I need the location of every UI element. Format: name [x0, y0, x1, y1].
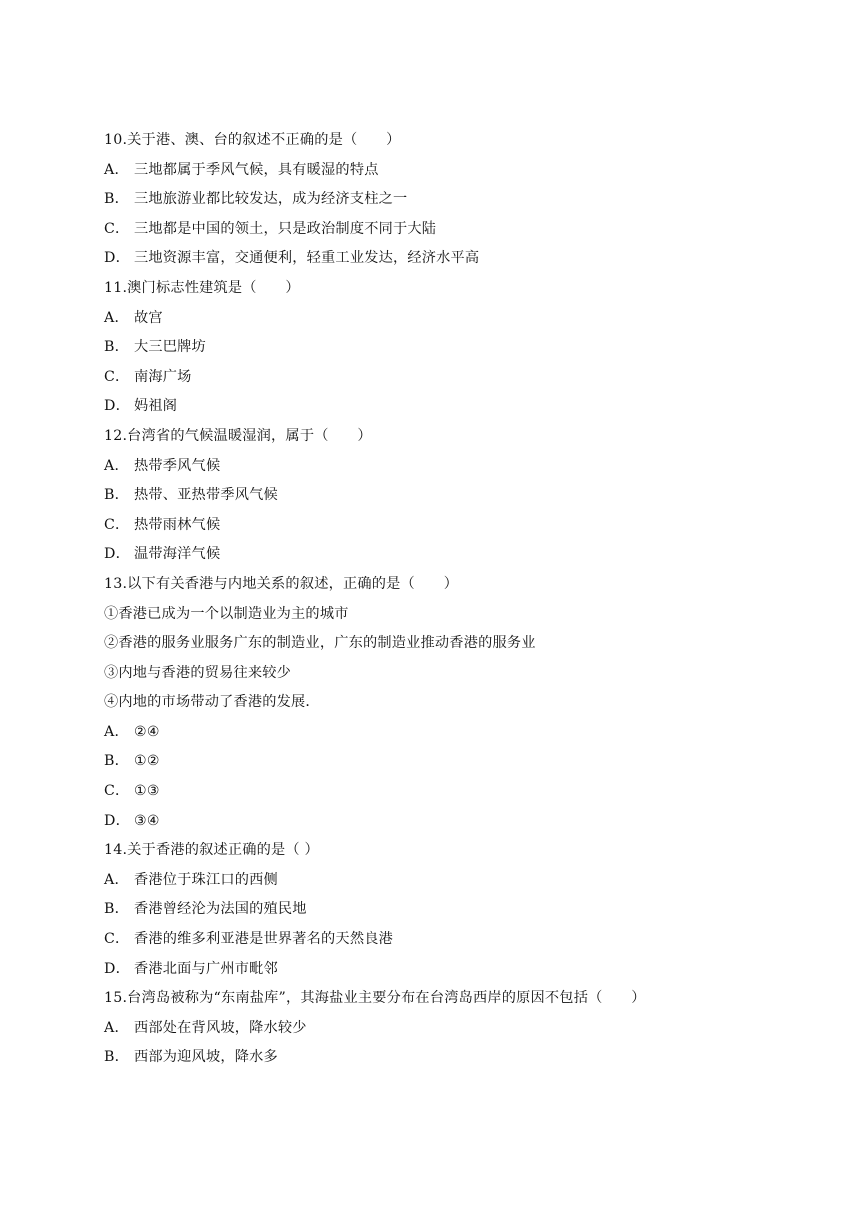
option-b[interactable]: [104, 481, 784, 511]
option-letter: B．: [104, 753, 130, 770]
statement-3: ③内地与香港的贸易往来较少: [104, 664, 292, 681]
statement-1: ①香港已成为一个以制造业为主的城市: [104, 605, 349, 622]
option-letter: D．: [104, 250, 130, 267]
option-letter: C．: [104, 931, 130, 948]
option-letter: C．: [104, 368, 130, 385]
option-b[interactable]: [104, 1043, 784, 1073]
question-10: [104, 126, 784, 274]
option-d[interactable]: [104, 392, 784, 422]
option-d[interactable]: [104, 540, 784, 570]
option-text: 西部处在背风坡，降水较少: [134, 1019, 307, 1036]
option-c[interactable]: [104, 511, 784, 541]
option-text: 温带海洋气候: [134, 546, 221, 563]
option-a[interactable]: [104, 452, 784, 482]
option-letter: B．: [104, 191, 130, 208]
statement-4: ④内地的市场带动了香港的发展．: [104, 694, 320, 711]
option-b[interactable]: [104, 333, 784, 363]
option-c[interactable]: [104, 215, 784, 245]
option-text: 三地资源丰富，交通便利，轻重工业发达，经济水平高: [134, 250, 480, 267]
option-text: ①②: [134, 753, 160, 770]
option-letter: A．: [104, 309, 129, 326]
question-11: [104, 274, 784, 422]
option-letter: A．: [104, 161, 129, 178]
question-14: [104, 836, 784, 984]
option-text: 热带季风气候: [134, 457, 221, 474]
option-text: 三地都是中国的领土，只是政治制度不同于大陆: [134, 220, 437, 237]
option-b[interactable]: [104, 747, 784, 777]
option-letter: A．: [104, 871, 129, 888]
option-letter: D．: [104, 546, 130, 563]
option-c[interactable]: [104, 925, 784, 955]
option-text: 香港北面与广州市毗邻: [134, 960, 278, 977]
option-text: 南海广场: [134, 368, 192, 385]
question-stem: 13.以下有关香港与内地关系的叙述，正确的是（ ）: [104, 575, 459, 592]
question-stem: 11.澳门标志性建筑是（ ）: [104, 279, 300, 296]
question-15: [104, 984, 784, 1073]
option-d[interactable]: [104, 244, 784, 274]
option-text: 香港的维多利亚港是世界著名的天然良港: [134, 931, 393, 948]
option-c[interactable]: [104, 363, 784, 393]
option-d[interactable]: [104, 807, 784, 837]
option-letter: D．: [104, 812, 130, 829]
option-a[interactable]: [104, 866, 784, 896]
option-text: 香港位于珠江口的西侧: [134, 871, 278, 888]
option-a[interactable]: [104, 718, 784, 748]
option-letter: B．: [104, 1049, 130, 1066]
question-12: [104, 422, 784, 570]
option-d[interactable]: [104, 955, 784, 985]
question-13: [104, 570, 784, 836]
option-a[interactable]: [104, 304, 784, 334]
option-text: ①③: [134, 783, 160, 800]
option-b[interactable]: [104, 185, 784, 215]
question-stem: 12.台湾省的气候温暖湿润，属于（ ）: [104, 427, 372, 444]
option-letter: B．: [104, 339, 130, 356]
option-letter: D．: [104, 960, 130, 977]
option-letter: A．: [104, 1019, 129, 1036]
option-text: 热带、亚热带季风气候: [134, 487, 278, 504]
option-text: 三地旅游业都比较发达，成为经济支柱之一: [134, 191, 408, 208]
option-text: 热带雨林气候: [134, 516, 221, 533]
option-letter: A．: [104, 457, 129, 474]
option-letter: C．: [104, 783, 130, 800]
option-letter: C．: [104, 220, 130, 237]
option-letter: B．: [104, 487, 130, 504]
question-list: [104, 126, 784, 1073]
option-b[interactable]: [104, 895, 784, 925]
option-letter: A．: [104, 723, 129, 740]
option-text: ②④: [134, 723, 160, 740]
question-stem: 14.关于香港的叙述正确的是（ ）: [104, 842, 319, 859]
statement-2: ②香港的服务业服务广东的制造业，广东的制造业推动香港的服务业: [104, 635, 536, 652]
option-a[interactable]: [104, 156, 784, 186]
option-a[interactable]: [104, 1014, 784, 1044]
option-text: 妈祖阁: [134, 398, 178, 415]
option-text: ③④: [134, 812, 160, 829]
option-text: 西部为迎风坡，降水多: [134, 1049, 278, 1066]
option-text: 三地都属于季风气候，具有暖湿的特点: [134, 161, 379, 178]
option-text: 香港曾经沦为法国的殖民地: [134, 901, 307, 918]
option-letter: D．: [104, 398, 130, 415]
option-letter: B．: [104, 901, 130, 918]
option-text: 大三巴牌坊: [134, 339, 206, 356]
option-text: 故宫: [134, 309, 163, 326]
question-stem: 15.台湾岛被称为“东南盐库”，其海盐业主要分布在台湾岛西岸的原因不包括（ ）: [104, 990, 646, 1007]
option-c[interactable]: [104, 777, 784, 807]
question-stem: 10.关于港、澳、台的叙述不正确的是（ ）: [104, 132, 401, 148]
option-letter: C．: [104, 516, 130, 533]
